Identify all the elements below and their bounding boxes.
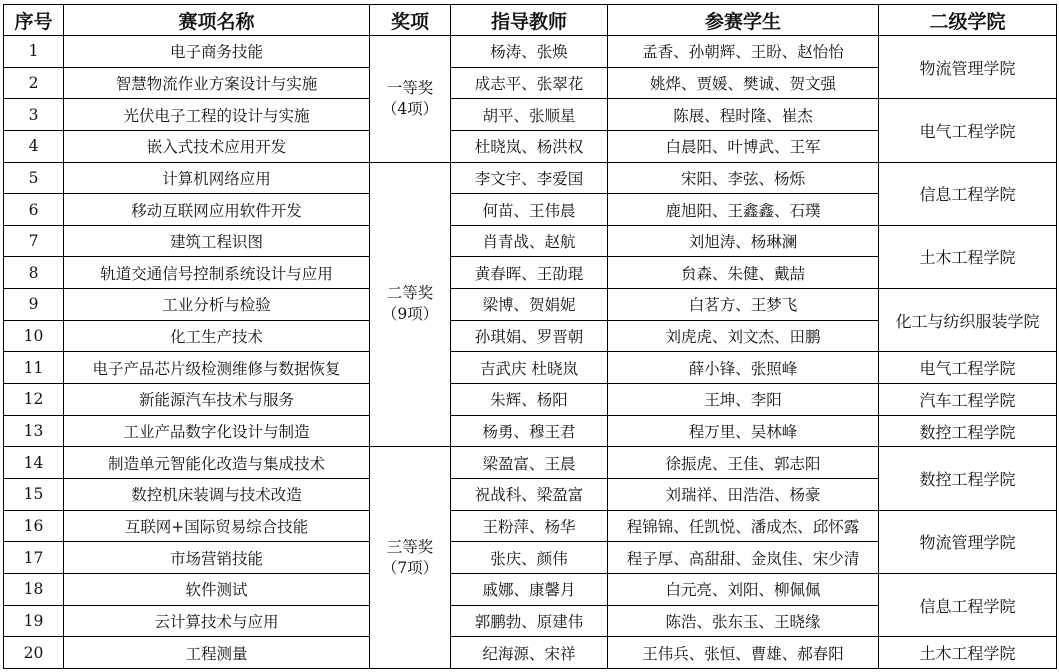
event-name: 数控机床装调与技术改造	[64, 478, 370, 510]
row-number: 2	[4, 67, 64, 99]
teachers: 杨勇、穆王君	[451, 415, 608, 447]
row-number: 11	[4, 352, 64, 384]
college: 数控工程学院	[879, 415, 1057, 447]
students: 宋阳、李弦、杨烁	[608, 162, 879, 194]
row-number: 17	[4, 542, 64, 574]
award-third	[370, 447, 451, 669]
teachers: 纪海源、宋祥	[451, 637, 608, 669]
students: 陈展、程时隆、崔杰	[608, 99, 879, 131]
award-second	[370, 162, 451, 447]
students: 程锦锦、任凯悦、潘成杰、邱怀露	[608, 510, 879, 542]
row-number: 15	[4, 478, 64, 510]
table-row	[4, 36, 1057, 68]
college: 电气工程学院	[879, 352, 1057, 384]
teachers: 戚娜、康馨月	[451, 573, 608, 605]
students: 姚烨、贾媛、樊诚、贺文强	[608, 67, 879, 99]
header-college: 二级学院	[879, 5, 1057, 36]
row-number: 10	[4, 320, 64, 352]
event-name: 智慧物流作业方案设计与实施	[64, 67, 370, 99]
students: 刘瑞祥、田浩浩、杨豪	[608, 478, 879, 510]
row-number: 16	[4, 510, 64, 542]
teachers: 杜晓岚、杨洪权	[451, 130, 608, 162]
row-number: 7	[4, 225, 64, 257]
row-number: 18	[4, 573, 64, 605]
header-teachers: 指导教师	[451, 5, 608, 36]
teachers: 成志平、张翠花	[451, 67, 608, 99]
students: 王伟兵、张恒、曹雄、郝春阳	[608, 637, 879, 669]
teachers: 何苗、王伟晨	[451, 194, 608, 226]
award-count: （9项）	[381, 305, 439, 324]
students: 白元亮、刘阳、柳佩佩	[608, 573, 879, 605]
teachers: 郭鹏勃、原建伟	[451, 605, 608, 637]
students: 贠森、朱健、戴喆	[608, 257, 879, 289]
header-row	[4, 5, 1057, 36]
event-name: 制造单元智能化改造与集成技术	[64, 447, 370, 479]
teachers: 胡平、张顺星	[451, 99, 608, 131]
table-row	[4, 415, 1057, 447]
students: 陈浩、张东玉、王晓缘	[608, 605, 879, 637]
event-name: 互联网+国际贸易综合技能	[64, 510, 370, 542]
event-name: 电子商务技能	[64, 36, 370, 68]
students: 程万里、吴林峰	[608, 415, 879, 447]
college: 电气工程学院	[879, 99, 1057, 162]
table-row	[4, 225, 1057, 257]
header-event: 赛项名称	[64, 5, 370, 36]
teachers: 李文宇、李爱国	[451, 162, 608, 194]
teachers: 张庆、颜伟	[451, 542, 608, 574]
college: 信息工程学院	[879, 162, 1057, 225]
award-name: 三等奖	[386, 537, 434, 556]
students: 王坤、李阳	[608, 384, 879, 416]
row-number: 8	[4, 257, 64, 289]
header-students: 参赛学生	[608, 5, 879, 36]
event-name: 云计算技术与应用	[64, 605, 370, 637]
table-row	[4, 384, 1057, 416]
students: 薛小锋、张照峰	[608, 352, 879, 384]
teachers: 梁博、贺娟妮	[451, 289, 608, 321]
students: 徐振虎、王佳、郭志阳	[608, 447, 879, 479]
event-name: 工程测量	[64, 637, 370, 669]
row-number: 20	[4, 637, 64, 669]
event-name: 计算机网络应用	[64, 162, 370, 194]
table-row	[4, 162, 1057, 194]
students: 程子厚、高甜甜、金岚佳、宋少清	[608, 542, 879, 574]
award-name: 一等奖	[386, 78, 434, 97]
college: 物流管理学院	[879, 36, 1057, 99]
award-count: （7项）	[381, 558, 439, 577]
college: 数控工程学院	[879, 447, 1057, 510]
teachers: 吉武庆 杜晓岚	[451, 352, 608, 384]
table-row	[4, 510, 1057, 542]
row-number: 5	[4, 162, 64, 194]
table-row	[4, 573, 1057, 605]
event-name: 工业分析与检验	[64, 289, 370, 321]
students: 刘旭涛、杨琳澜	[608, 225, 879, 257]
teachers: 黄春晖、王劭琨	[451, 257, 608, 289]
event-name: 新能源汽车技术与服务	[64, 384, 370, 416]
row-number: 9	[4, 289, 64, 321]
college: 汽车工程学院	[879, 384, 1057, 416]
event-name: 轨道交通信号控制系统设计与应用	[64, 257, 370, 289]
students: 刘虎虎、刘文杰、田鹏	[608, 320, 879, 352]
teachers: 王粉萍、杨华	[451, 510, 608, 542]
row-number: 3	[4, 99, 64, 131]
row-number: 12	[4, 384, 64, 416]
row-number: 1	[4, 36, 64, 68]
college: 信息工程学院	[879, 573, 1057, 636]
teachers: 祝战科、梁盈富	[451, 478, 608, 510]
event-name: 工业产品数字化设计与制造	[64, 415, 370, 447]
row-number: 6	[4, 194, 64, 226]
event-name: 建筑工程识图	[64, 225, 370, 257]
event-name: 嵌入式技术应用开发	[64, 130, 370, 162]
students: 白茗方、王梦飞	[608, 289, 879, 321]
event-name: 市场营销技能	[64, 542, 370, 574]
table-row	[4, 289, 1057, 321]
award-first	[370, 36, 451, 163]
teachers: 孙琪娟、罗晋朝	[451, 320, 608, 352]
event-name: 化工生产技术	[64, 320, 370, 352]
event-name: 光伏电子工程的设计与实施	[64, 99, 370, 131]
row-number: 13	[4, 415, 64, 447]
event-name: 电子产品芯片级检测维修与数据恢复	[64, 352, 370, 384]
row-number: 14	[4, 447, 64, 479]
event-name: 移动互联网应用软件开发	[64, 194, 370, 226]
students: 白晨阳、叶博武、王军	[608, 130, 879, 162]
row-number: 4	[4, 130, 64, 162]
teachers: 朱辉、杨阳	[451, 384, 608, 416]
award-count: （4项）	[381, 99, 439, 118]
event-name: 软件测试	[64, 573, 370, 605]
table-row	[4, 637, 1057, 669]
college: 土木工程学院	[879, 225, 1057, 288]
header-no: 序号	[4, 5, 64, 36]
award-name: 二等奖	[386, 284, 434, 303]
teachers: 杨涛、张焕	[451, 36, 608, 68]
teachers: 梁盈富、王晨	[451, 447, 608, 479]
table-row	[4, 99, 1057, 131]
college: 物流管理学院	[879, 510, 1057, 573]
students: 鹿旭阳、王鑫鑫、石璞	[608, 194, 879, 226]
college: 土木工程学院	[879, 637, 1057, 669]
header-award: 奖项	[370, 5, 451, 36]
students: 孟香、孙朝辉、王盼、赵怡怡	[608, 36, 879, 68]
table-row	[4, 352, 1057, 384]
award-table	[3, 4, 1057, 669]
row-number: 19	[4, 605, 64, 637]
teachers: 肖青战、赵航	[451, 225, 608, 257]
table-row	[4, 447, 1057, 479]
college: 化工与纺织服装学院	[879, 289, 1057, 352]
